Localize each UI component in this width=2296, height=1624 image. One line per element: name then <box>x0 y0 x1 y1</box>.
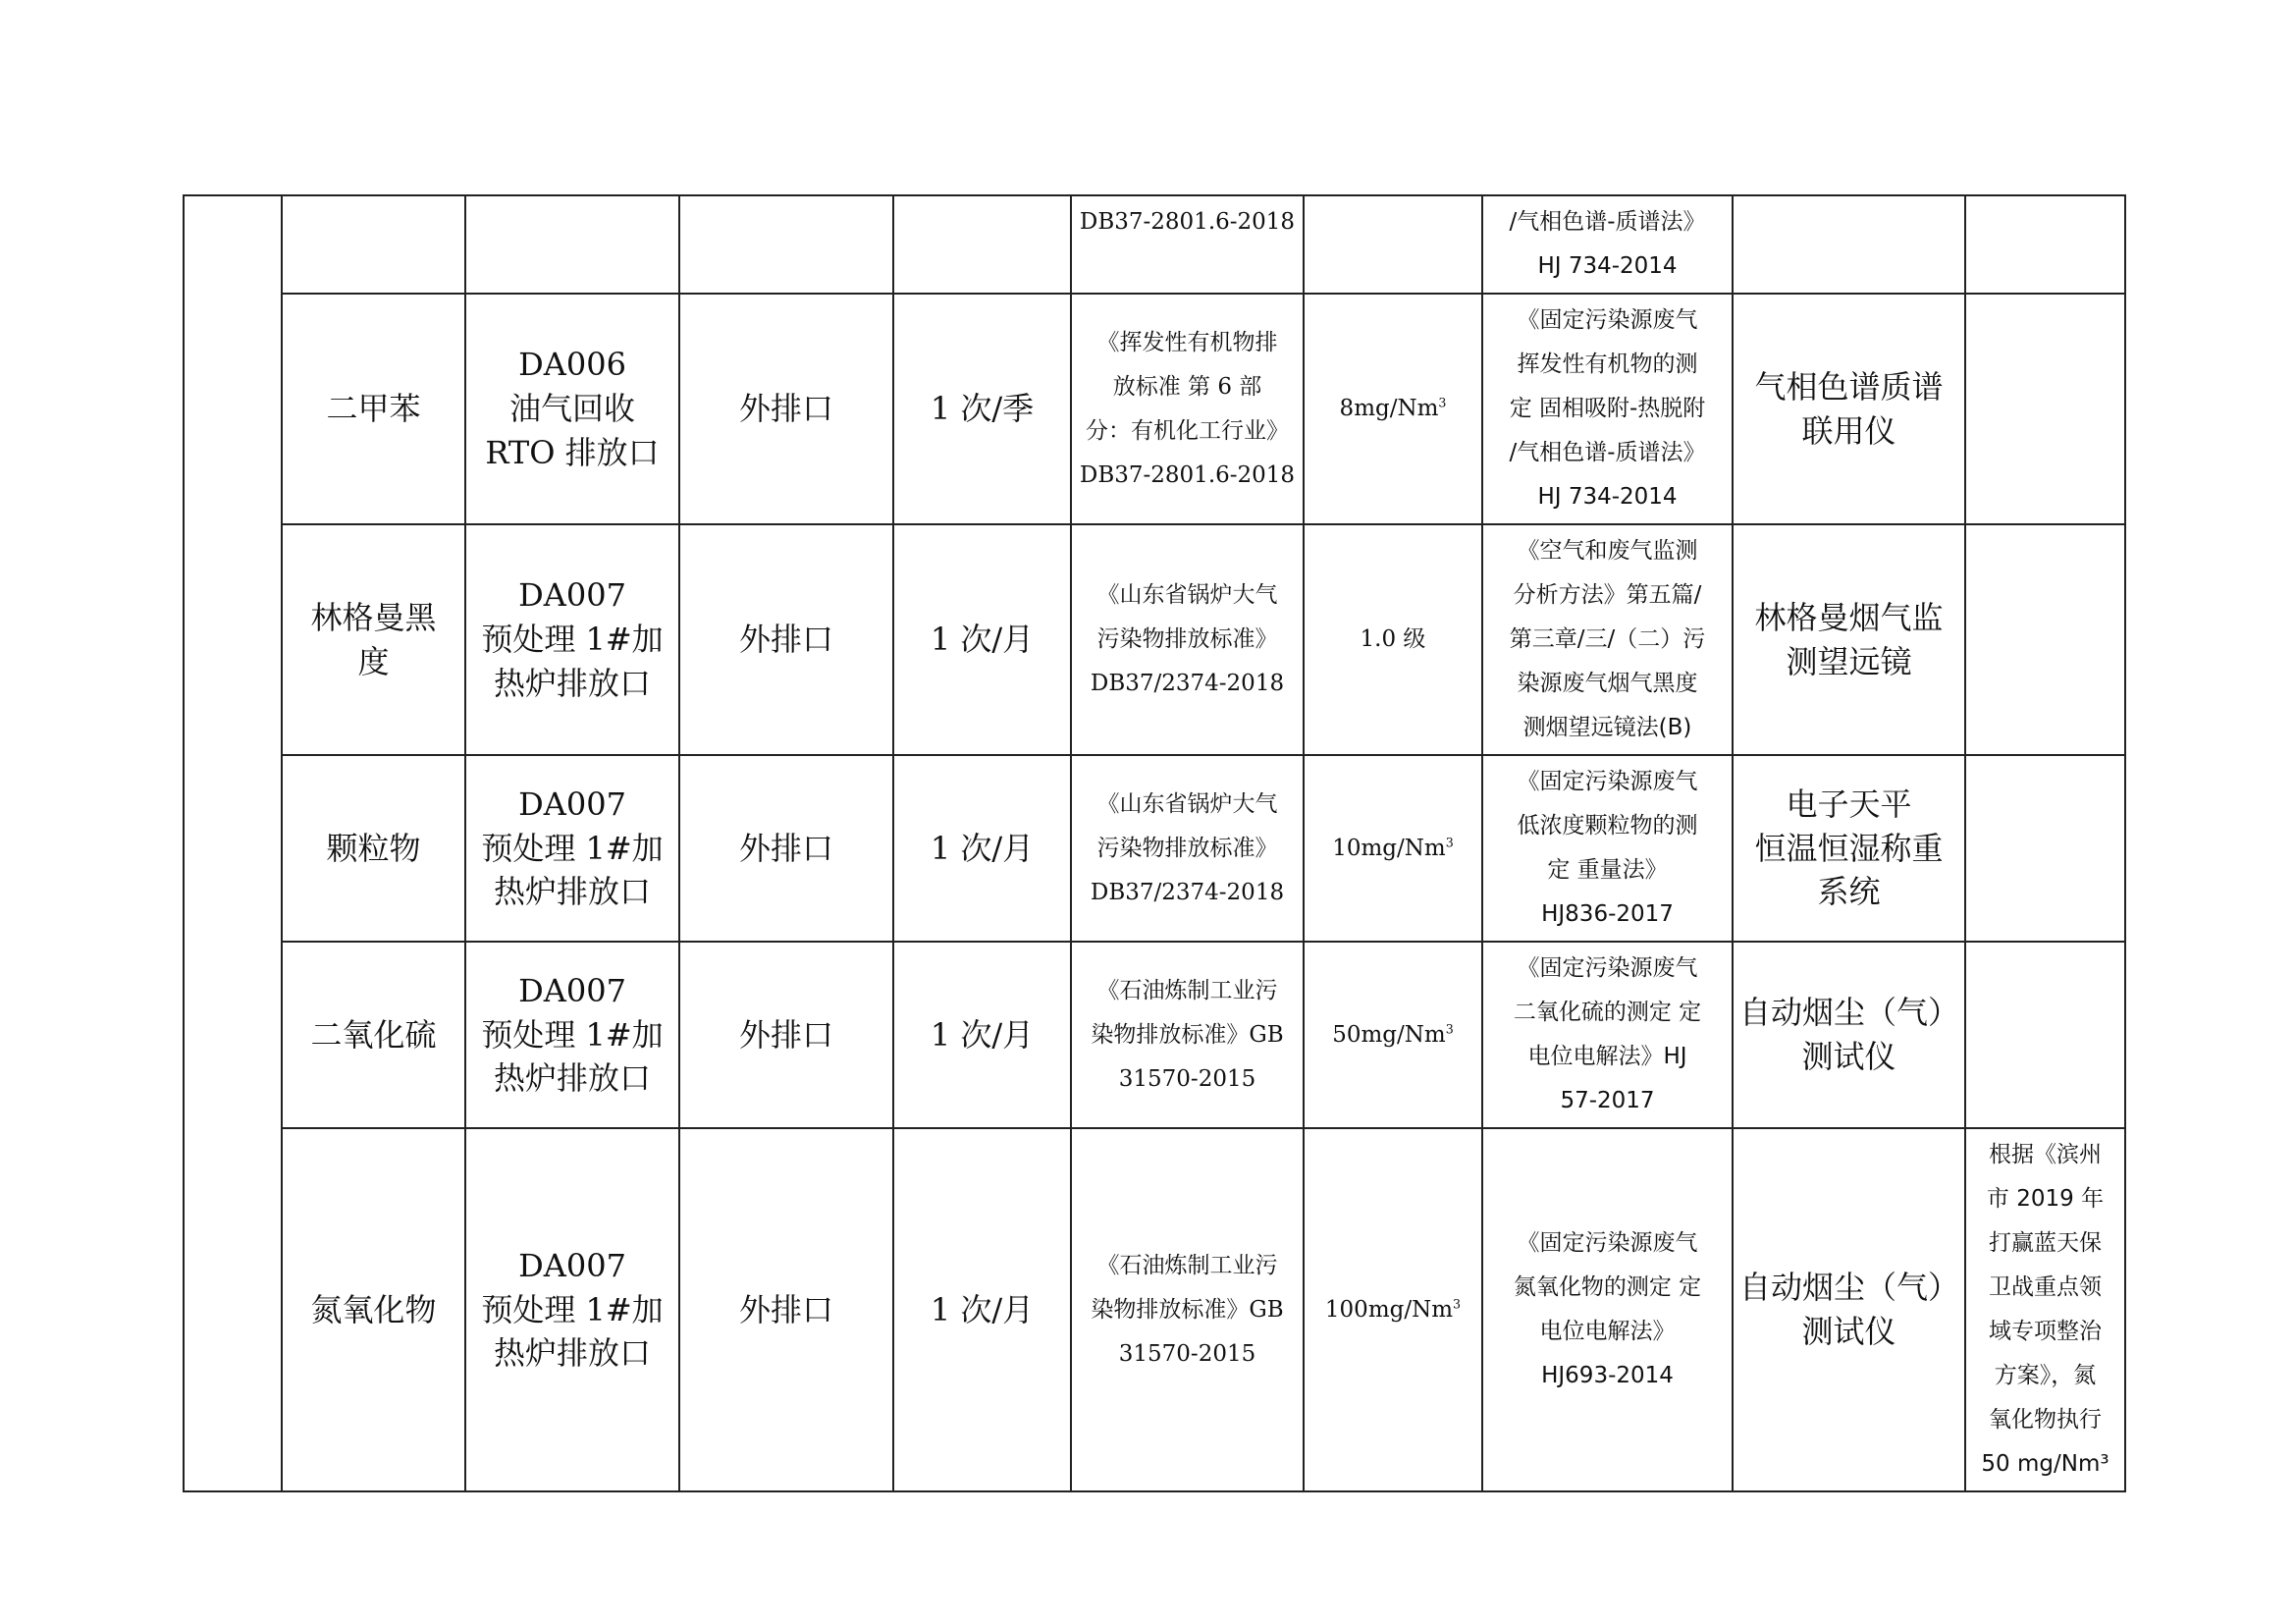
cell-line: 《石油炼制工业污 <box>1096 977 1278 1003</box>
cell-line: 二氧化硫 <box>310 1015 437 1054</box>
cell-line: 热炉排放口 <box>493 664 651 702</box>
cell-line: 卫战重点领 <box>1989 1274 2102 1300</box>
cell-line: 方案》，氮 <box>1994 1363 2097 1388</box>
standard-cell <box>1071 195 1304 294</box>
limit-value: 1.0 级 <box>1360 626 1426 652</box>
cell-line: 二甲苯 <box>326 390 421 428</box>
cell-line: 预处理 1#加 <box>481 621 664 659</box>
cell-line: 31570-2015 <box>1118 1340 1256 1367</box>
cell-line: DA007 <box>518 785 626 823</box>
outlet-cell <box>465 195 679 294</box>
limit-cell <box>1304 195 1482 294</box>
cell-line: 打赢蓝天保 <box>1989 1230 2102 1256</box>
cell-line: 污染物排放标准》 <box>1096 835 1278 861</box>
limit-cell <box>1304 755 1482 942</box>
cell-line: 市 2019 年 <box>1986 1186 2105 1212</box>
cell-line: HJ693-2014 <box>1541 1363 1674 1388</box>
cell-line: 预处理 1#加 <box>481 829 664 867</box>
cell-line: HJ 734-2014 <box>1537 253 1678 279</box>
cell-line: 定 重量法》 <box>1547 857 1668 883</box>
cell-line: RTO 排放口 <box>485 433 660 471</box>
cell-line: 分析方法》第五篇/ <box>1513 582 1702 608</box>
instrument-cell <box>1733 1128 1965 1491</box>
cell-line: DB37-2801.6-2018 <box>1079 209 1296 235</box>
standard-cell <box>1071 755 1304 942</box>
limit-value: 50 <box>1332 1021 1362 1048</box>
frequency-cell: 1 次/季 <box>893 294 1071 524</box>
cell-line: 自动烟尘（气） <box>1739 1269 1960 1307</box>
instrument-cell <box>1733 294 1965 524</box>
frequency-cell: 1 次/月 <box>893 755 1071 942</box>
cell-line: 热炉排放口 <box>493 1059 651 1098</box>
cell-line: 《固定污染源废气 <box>1517 307 1698 333</box>
cell-line: 氧化物执行 <box>1989 1407 2102 1433</box>
note-cell <box>1965 942 2125 1128</box>
table-row <box>184 195 2125 294</box>
cell-line: 测试仪 <box>1801 1038 1896 1075</box>
cell-line: /气相色谱-质谱法》 <box>1509 209 1706 235</box>
note-cell <box>1965 524 2125 755</box>
frequency-cell: 1 次/月 <box>893 1128 1071 1491</box>
cell-line: 染源废气烟气黑度 <box>1517 671 1698 696</box>
cell-line: 气相色谱质谱 <box>1754 367 1944 406</box>
cell-line: 测试仪 <box>1801 1313 1896 1350</box>
cell-line: 第三章/三/（二）污 <box>1509 626 1706 652</box>
note-cell <box>1965 755 2125 942</box>
cell-line: 《石油炼制工业污 <box>1096 1252 1278 1278</box>
cell-line: DB37/2374-2018 <box>1090 879 1285 905</box>
cell-line: HJ 734-2014 <box>1537 484 1678 510</box>
limit-unit: mg/Nm <box>1367 1296 1454 1323</box>
cell-line: 31570-2015 <box>1118 1065 1256 1092</box>
cell-line: DA007 <box>518 1246 626 1284</box>
cell-line: 电位电解法》 <box>1539 1319 1676 1344</box>
pollutant-cell <box>282 195 465 294</box>
cell-line: 热炉排放口 <box>493 873 651 911</box>
standard-cell <box>1071 1128 1304 1491</box>
note-cell <box>1965 195 2125 294</box>
limit-value: 10 <box>1332 835 1362 861</box>
cell-line: DB37/2374-2018 <box>1090 671 1285 696</box>
pollutant-cell <box>282 294 465 524</box>
cell-line: 电子天平 <box>1786 785 1912 823</box>
table-row <box>184 1128 2125 1491</box>
monitoring-point-cell: 外排口 <box>679 524 893 755</box>
monitoring-point-cell: 外排口 <box>679 755 893 942</box>
method-cell <box>1482 524 1733 755</box>
note-cell <box>1965 1128 2125 1491</box>
cell-line: 50 mg/Nm³ <box>1981 1451 2109 1477</box>
limit-cell <box>1304 942 1482 1128</box>
standard-cell <box>1071 524 1304 755</box>
cell-line: 《空气和废气监测 <box>1517 538 1698 564</box>
cell-line: 分：有机化工行业》 <box>1086 417 1289 444</box>
cell-line: 《固定污染源废气 <box>1517 769 1698 794</box>
table-row <box>184 294 2125 524</box>
cell-line: 测烟望远镜法(B) <box>1522 715 1692 740</box>
cell-line: DA007 <box>518 576 626 615</box>
cell-line: 度 <box>357 642 390 680</box>
cell-line: 系统 <box>1817 873 1881 911</box>
cell-line: 林格曼黑 <box>310 598 437 636</box>
outlet-cell <box>465 1128 679 1491</box>
pollutant-cell <box>282 524 465 755</box>
cell-line: 电位电解法》HJ <box>1527 1044 1687 1069</box>
cell-line: 57-2017 <box>1560 1088 1655 1113</box>
instrument-cell <box>1733 755 1965 942</box>
category-cell <box>184 195 282 1491</box>
table-row <box>184 942 2125 1128</box>
limit-value: 8 <box>1339 396 1355 421</box>
limit-unit-superscript: 3 <box>1445 834 1454 849</box>
instrument-cell <box>1733 195 1965 294</box>
standard-cell <box>1071 294 1304 524</box>
cell-line: 恒温恒湿称重 <box>1754 829 1944 867</box>
frequency-cell <box>893 195 1071 294</box>
cell-line: 预处理 1#加 <box>481 1015 664 1054</box>
monitoring-point-cell <box>679 195 893 294</box>
table-row <box>184 524 2125 755</box>
cell-line: 定 固相吸附-热脱附 <box>1509 396 1706 421</box>
cell-line: 低浓度颗粒物的测 <box>1517 813 1698 839</box>
cell-line: 氮氧化物的测定 定 <box>1513 1274 1702 1300</box>
cell-line: 《山东省锅炉大气 <box>1096 582 1278 608</box>
cell-line: DA006 <box>518 346 626 384</box>
limit-unit: mg/Nm <box>1361 1021 1446 1048</box>
method-cell <box>1482 294 1733 524</box>
monitoring-table <box>183 194 2126 1492</box>
cell-line: 根据《滨州 <box>1989 1142 2102 1167</box>
limit-cell <box>1304 1128 1482 1491</box>
cell-line: /气相色谱-质谱法》 <box>1509 440 1706 465</box>
limit-unit-superscript: 3 <box>1445 1020 1454 1036</box>
cell-line: HJ836-2017 <box>1541 901 1674 927</box>
cell-line: 二氧化硫的测定 定 <box>1513 1000 1702 1025</box>
standard-cell <box>1071 942 1304 1128</box>
method-cell <box>1482 1128 1733 1491</box>
pollutant-cell <box>282 942 465 1128</box>
cell-line: 测望远镜 <box>1786 642 1912 680</box>
method-cell <box>1482 195 1733 294</box>
pollutant-cell <box>282 755 465 942</box>
method-cell <box>1482 942 1733 1128</box>
cell-line: 域专项整治 <box>1989 1319 2102 1344</box>
note-cell <box>1965 294 2125 524</box>
limit-unit: mg/Nm <box>1354 396 1439 421</box>
cell-line: 《固定污染源废气 <box>1517 955 1698 981</box>
outlet-cell <box>465 294 679 524</box>
cell-line: DA007 <box>518 971 626 1009</box>
monitoring-point-cell: 外排口 <box>679 942 893 1128</box>
outlet-cell <box>465 524 679 755</box>
cell-line: 染物排放标准》GB <box>1091 1021 1284 1048</box>
limit-unit-superscript: 3 <box>1453 1295 1462 1311</box>
cell-line: 挥发性有机物的测 <box>1517 352 1698 377</box>
cell-line: 《山东省锅炉大气 <box>1096 790 1278 817</box>
monitoring-point-cell: 外排口 <box>679 1128 893 1491</box>
cell-line: 《挥发性有机物排 <box>1096 329 1278 355</box>
limit-value: 100 <box>1324 1296 1368 1323</box>
limit-cell <box>1304 524 1482 755</box>
table-row <box>184 755 2125 942</box>
pollutant-cell <box>282 1128 465 1491</box>
cell-line: 油气回收 <box>508 390 635 428</box>
limit-unit: mg/Nm <box>1361 835 1446 861</box>
cell-line: 氮氧化物 <box>310 1290 437 1328</box>
instrument-cell <box>1733 524 1965 755</box>
cell-line: 污染物排放标准》 <box>1096 626 1278 652</box>
cell-line: DB37-2801.6-2018 <box>1079 461 1296 488</box>
cell-line: 联用仪 <box>1801 411 1896 450</box>
cell-line: 放标准 第 6 部 <box>1112 373 1262 400</box>
method-cell <box>1482 755 1733 942</box>
cell-line: 颗粒物 <box>326 829 421 867</box>
outlet-cell <box>465 755 679 942</box>
cell-line: 预处理 1#加 <box>481 1290 664 1328</box>
limit-cell <box>1304 294 1482 524</box>
monitoring-point-cell: 外排口 <box>679 294 893 524</box>
cell-line: 《固定污染源废气 <box>1517 1230 1698 1256</box>
cell-line: 林格曼烟气监 <box>1754 598 1944 636</box>
instrument-cell <box>1733 942 1965 1128</box>
cell-line: 热炉排放口 <box>493 1334 651 1373</box>
cell-line: 染物排放标准》GB <box>1091 1296 1284 1323</box>
outlet-cell <box>465 942 679 1128</box>
limit-unit-superscript: 3 <box>1438 395 1447 410</box>
frequency-cell: 1 次/月 <box>893 524 1071 755</box>
cell-line: 自动烟尘（气） <box>1739 994 1960 1032</box>
frequency-cell: 1 次/月 <box>893 942 1071 1128</box>
